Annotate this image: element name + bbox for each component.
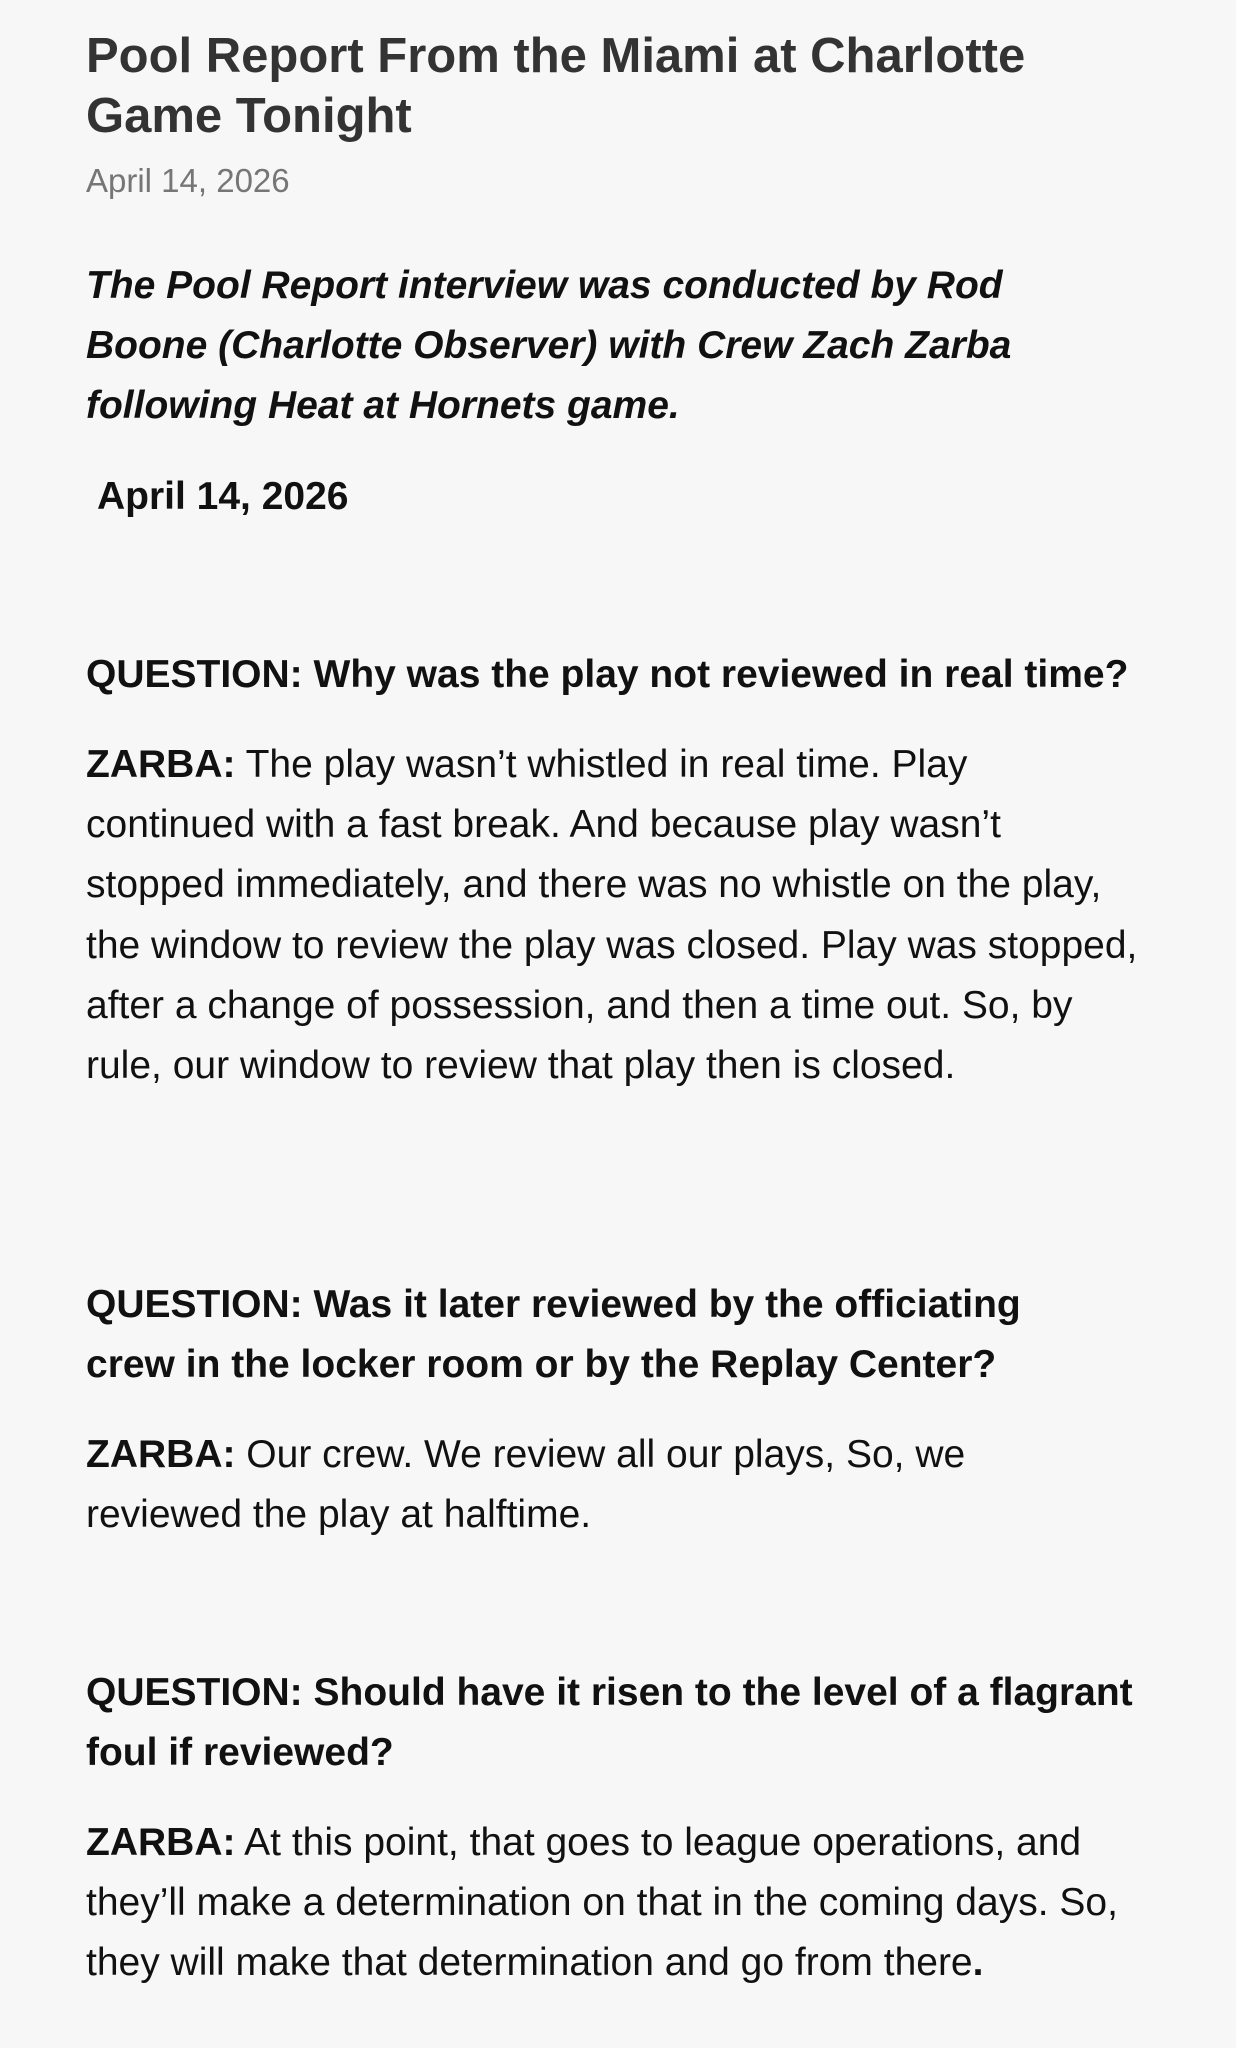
article-date: April 14, 2026 — [86, 162, 290, 199]
article-title: Pool Report From the Miami at Charlotte Game Tonight — [86, 29, 1026, 143]
answer-text: At this point, that goes to league operations, and they’ll make a determination on that in the coming days. So, they will make that determination and go from there — [86, 1821, 1118, 1985]
intro-paragraph: The Pool Report interview was conducted by Rod Boone (Charlotte Observer) with Crew Zach Zarba following Heat at Hornets game. — [86, 264, 1012, 427]
speaker-label: ZARBA: — [86, 1821, 236, 1864]
answer-paragraph — [86, 1813, 1166, 1994]
question-text: QUESTION: Was it later reviewed by the officiating crew in the locker room or by the Replay Center? — [86, 1283, 1021, 1386]
question-text: QUESTION: Why was the play not reviewed in real time? — [86, 653, 1129, 696]
qa-block — [86, 1275, 1116, 1545]
qa-block — [86, 1663, 1166, 1994]
question-text: QUESTION: Should have it risen to the level of a flagrant foul if reviewed? — [86, 1671, 1133, 1774]
answer-paragraph — [86, 1425, 1116, 1545]
answer-end-mark: . — [972, 1941, 984, 1985]
answer-text: Our crew. We review all our plays, So, we reviewed the play at halftime. — [86, 1433, 966, 1537]
intro-date: April 14, 2026 — [97, 475, 349, 518]
speaker-label: ZARBA: — [86, 1433, 236, 1476]
speaker-label: ZARBA: — [86, 743, 236, 786]
answer-paragraph — [86, 735, 1146, 1096]
qa-block — [86, 645, 1146, 1096]
answer-text: The play wasn’t whistled in real time. Play continued with a fast break. And because play wasn’t stopped immediately, and there was no whistle on the play, the window to review the play was closed. Play was stopped, after a change of possession, and then a time out. So, by rule, our window to review that play then is closed. — [86, 743, 1138, 1088]
